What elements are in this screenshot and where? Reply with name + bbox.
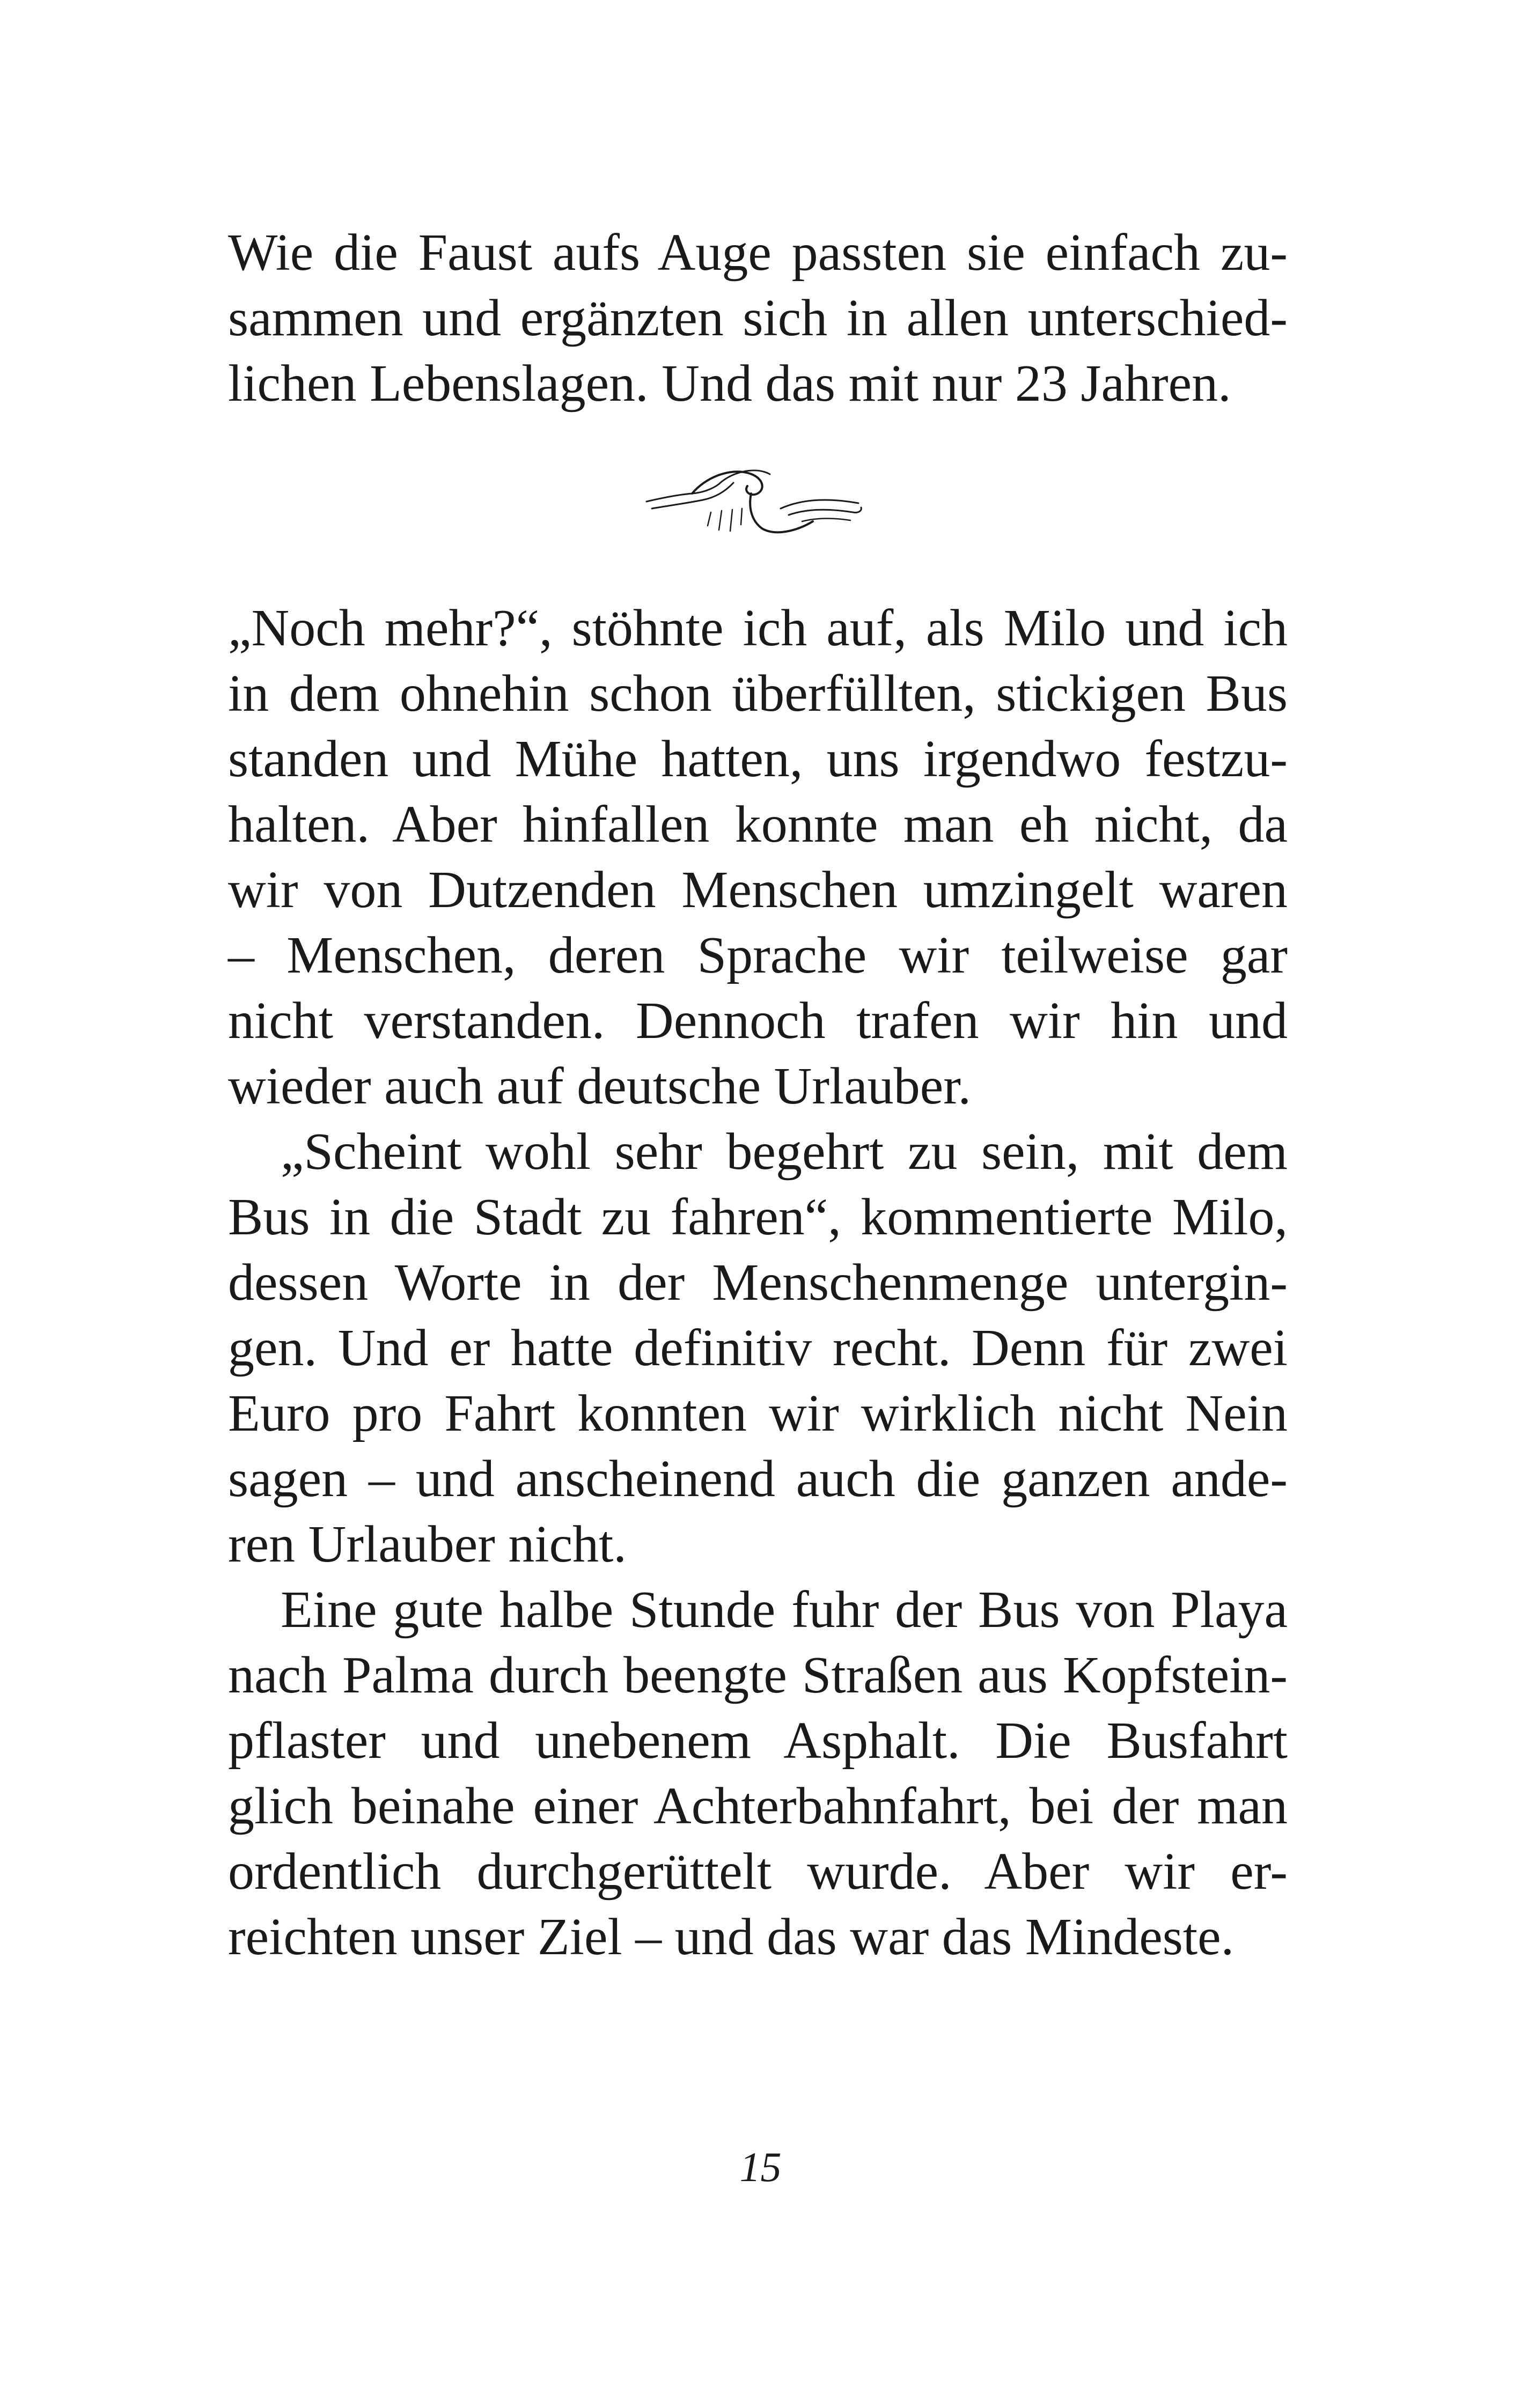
text-line: wir von Dutzenden Menschen umzingelt waren xyxy=(228,861,1288,919)
text-line: nach Palma durch beengte Straßen aus Kopfstein- xyxy=(228,1646,1288,1704)
text-line: reichten unser Ziel – und das war das Mindeste. xyxy=(228,1908,1235,1966)
text-line: sammen und ergänzten sich in allen unterschied- xyxy=(228,289,1288,347)
text-line: nicht verstanden. Dennoch trafen wir hin und xyxy=(228,992,1288,1050)
paragraph-main-1 xyxy=(228,595,1288,1970)
text-line: gen. Und er hatte definitiv recht. Denn für zwei xyxy=(228,1319,1288,1377)
text-line: ren Urlauber nicht. xyxy=(228,1515,627,1573)
text-line: – Menschen, deren Sprache wir teilweise gar xyxy=(228,926,1288,984)
text-line: standen und Mühe hatten, uns irgendwo festzu- xyxy=(228,730,1288,788)
text-line: wieder auch auf deutsche Urlauber. xyxy=(228,1057,971,1115)
text-line: glich beinahe einer Achterbahnfahrt, bei der man xyxy=(228,1777,1288,1835)
text-line: Euro pro Fahrt konnten wir wirklich nicht Nein xyxy=(228,1385,1288,1442)
text-line: „Noch mehr?“, stöhnte ich auf, als Milo und ich xyxy=(228,599,1288,657)
text-line: Bus in die Stadt zu fahren“, kommentierte Milo, xyxy=(228,1188,1288,1246)
text-line: lichen Lebenslagen. Und das mit nur 23 Jahren. xyxy=(228,355,1231,413)
text-line: sagen – und anscheinend auch die ganzen ande- xyxy=(228,1450,1288,1508)
page-number: 15 xyxy=(739,2144,782,2190)
paragraph-intro xyxy=(228,220,1288,416)
text-line: halten. Aber hinfallen konnte man eh nicht, da xyxy=(228,796,1288,853)
text-line: „Scheint wohl sehr begehrt zu sein, mit dem xyxy=(281,1123,1288,1181)
text-line: Wie die Faust aufs Auge passten sie einfach zu- xyxy=(228,224,1288,282)
text-line: pflaster und unebenem Asphalt. Die Busfahrt xyxy=(228,1712,1288,1770)
text-line: dessen Worte in der Menschenmenge untergin- xyxy=(228,1254,1288,1312)
wave-ornament-icon xyxy=(641,461,866,553)
text-line: ordentlich durchgerüttelt wurde. Aber wir er- xyxy=(228,1843,1288,1901)
text-line: in dem ohnehin schon überfüllten, stickigen Bus xyxy=(228,665,1288,723)
text-line: Eine gute halbe Stunde fuhr der Bus von Playa xyxy=(281,1581,1288,1639)
